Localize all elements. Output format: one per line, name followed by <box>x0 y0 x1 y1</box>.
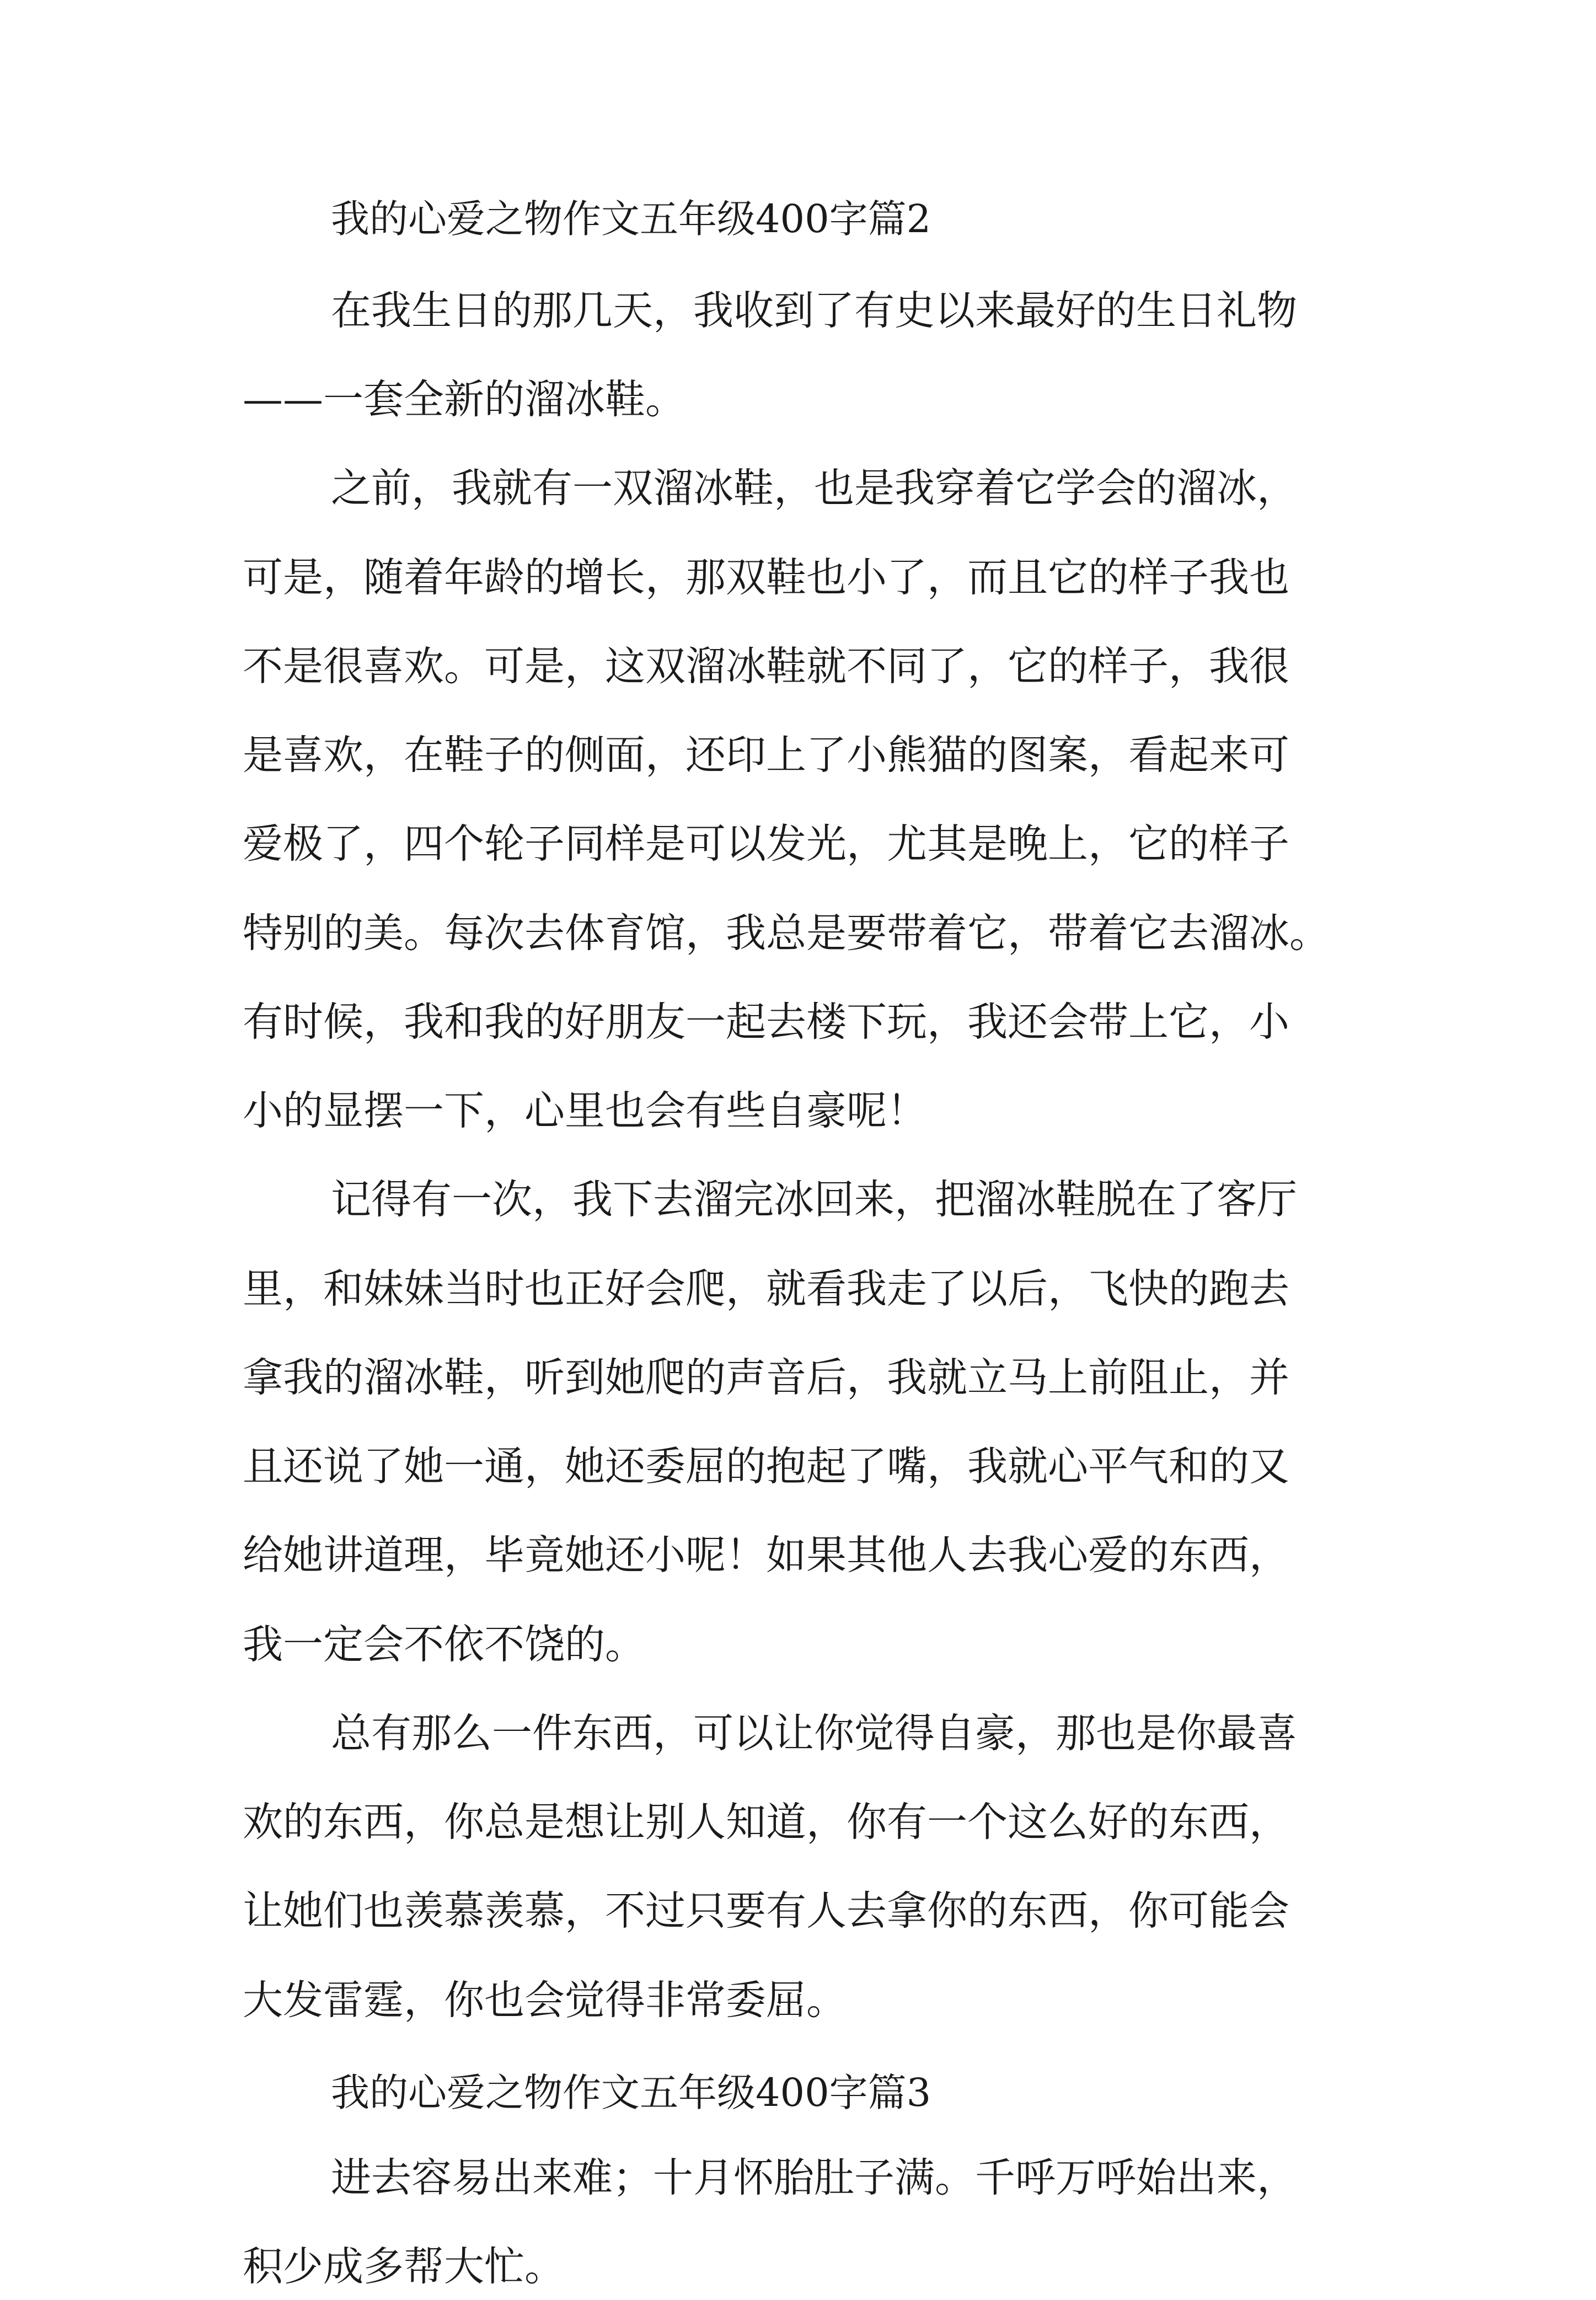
paragraph-line: 我一定会不依不饶的。 <box>243 1621 645 1668</box>
paragraph-line: 积少成多帮大忙。 <box>243 2243 565 2290</box>
paragraph-line: 进去容易出来难；十月怀胎肚子满。千呼万呼始出来， <box>331 2154 1297 2201</box>
paragraph-line: 拿我的溜冰鞋，听到她爬的声音后，我就立马上前阻止，并 <box>243 1354 1289 1401</box>
paragraph-line: 总有那么一件东西，可以让你觉得自豪，那也是你最喜 <box>331 1710 1297 1757</box>
section-heading: 我的心爱之物作文五年级400字篇3 <box>331 2070 931 2115</box>
paragraph-line: 是喜欢，在鞋子的侧面，还印上了小熊猫的图案，看起来可 <box>243 732 1289 779</box>
paragraph-line: 爱极了，四个轮子同样是可以发光，尤其是晚上，它的样子 <box>243 821 1289 867</box>
paragraph-line: 有时候，我和我的好朋友一起去楼下玩，我还会带上它，小 <box>243 999 1289 1046</box>
paragraph-line: 大发雷霆，你也会觉得非常委屈。 <box>243 1977 847 2024</box>
paragraph-line: 在我生日的那几天，我收到了有史以来最好的生日礼物 <box>331 287 1297 334</box>
paragraph-line: ——一套全新的溜冰鞋。 <box>243 376 685 423</box>
paragraph-line: 记得有一次，我下去溜完冰回来，把溜冰鞋脱在了客厅 <box>331 1176 1297 1223</box>
paragraph-line: 小的显摆一下，心里也会有些自豪呢！ <box>243 1087 927 1134</box>
section-heading: 我的心爱之物作文五年级400字篇2 <box>331 196 931 242</box>
paragraph-line: 让她们也羡慕羡慕，不过只要有人去拿你的东西，你可能会 <box>243 1888 1289 1934</box>
paragraph-line: 特别的美。每次去体育馆，我总是要带着它，带着它去溜冰。 <box>243 910 1330 957</box>
paragraph-line: 且还说了她一通，她还委屈的抱起了嘴，我就心平气和的又 <box>243 1443 1289 1490</box>
paragraph-line: 可是，随着年龄的增长，那双鞋也小了，而且它的样子我也 <box>243 554 1289 601</box>
paragraph-line: 不是很喜欢。可是，这双溜冰鞋就不同了，它的样子，我很 <box>243 643 1289 690</box>
paragraph-line: 里，和妹妹当时也正好会爬，就看我走了以后，飞快的跑去 <box>243 1266 1289 1312</box>
paragraph-line: 之前，我就有一双溜冰鞋，也是我穿着它学会的溜冰， <box>331 465 1297 512</box>
paragraph-line: 给她讲道理，毕竟她还小呢！如果其他人去我心爱的东西， <box>243 1532 1289 1579</box>
paragraph-line: 欢的东西，你总是想让别人知道，你有一个这么好的东西， <box>243 1799 1289 1846</box>
